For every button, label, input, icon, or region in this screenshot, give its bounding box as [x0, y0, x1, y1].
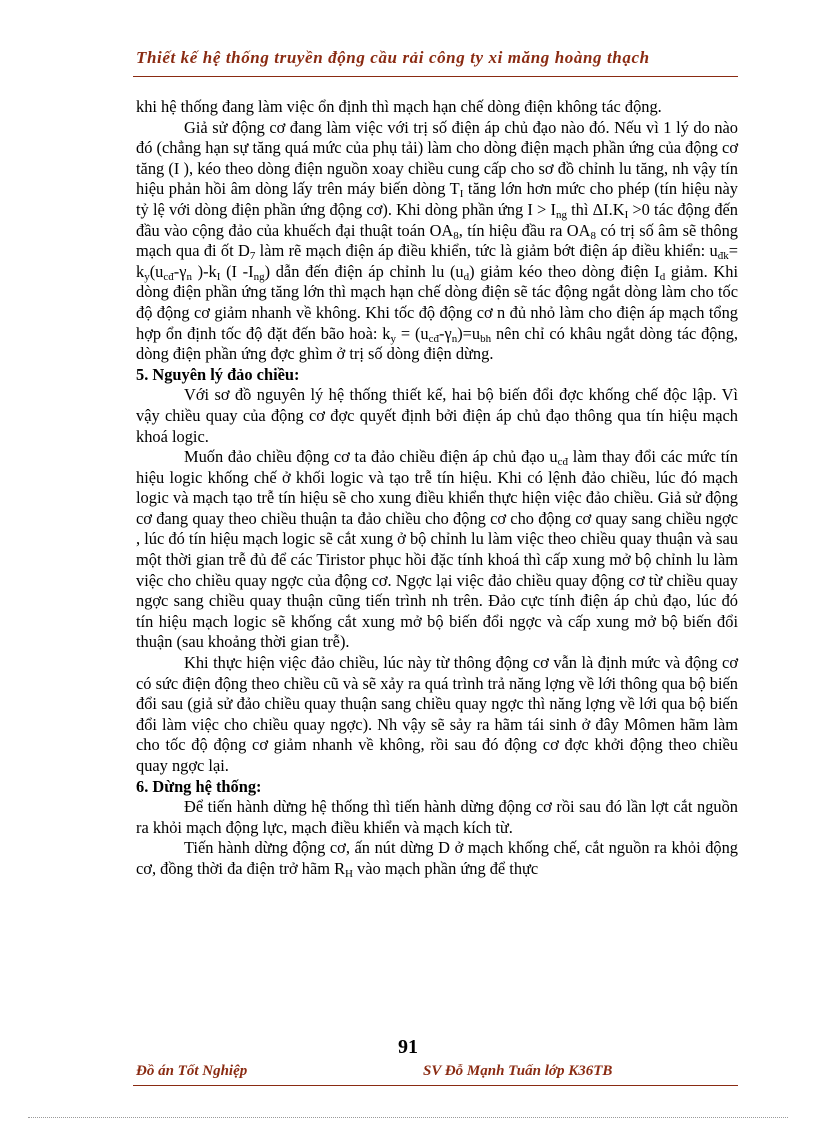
footer-right: SV Đỗ Mạnh Tuấn lớp K36TB: [423, 1063, 613, 1079]
page-body: [136, 97, 738, 880]
paragraph: Với sơ đồ nguyên lý hệ thống thiết kế, hai bộ biến đổi đợc khống chế độc lập. Vì vậy chiều quay của động cơ đợc quyết định bởi điện áp chủ đạo thông qua tín hiệu mạch khoá logic.: [136, 385, 738, 446]
paragraph: Giả sử động cơ đang làm việc với trị số điện áp chủ đạo nào đó. Nếu vì 1 lý do nào đó (chẳng hạn sự tăng quá mức của phụ tải) làm cho dòng điện mạch phần ứng của động cơ tăng (I ), kéo theo dòng điện nguồn xoay chiều cung cấp cho sơ đồ chỉnh lu tăng, nh vậy tín hiệu phản hồi âm dòng lấy trên máy biến dòng $T_I$ tăng lớn hơn mức cho phép (tín hiệu này tỷ lệ với dòng điện phần ứng động cơ). Khi dòng phần ứng $I > I_{ng}$ thì $\Delta I.K_I >0$ tác động đến đầu vào cộng đảo của khuếch đại thuật toán $OA_8$, tín hiệu đầu ra $OA_8$ có trị số âm sẽ thông mạch qua đi ốt $D_7$ làm rẽ mạch điện áp điều khiển, tức là giảm bớt điện áp điều khiển: $u_{đk}= k_y(u_{cđ}-\gamma_n$ )$-k_I$ (I $-I_{ng}$) dẫn đến điện áp chỉnh lu $(u_d)$ giảm kéo theo dòng điện $I_d$ giảm. Khi dòng điện phần ứng tăng lớn thì mạch hạn chế dòng điện sẽ tác động ngắt dòng làm cho tốc độ động cơ giảm nhanh về không. Khi tốc độ động cơ n đủ nhỏ làm cho điện áp mạch tổng hợp ổn định tốc độ đặt đến bão hoà: $k_y = (u_{cđ}-\gamma_n)=u_{bh}$ nên chỉ có khâu ngắt dòng tác động, dòng điện phần ứng đợc ghìm ở trị số dòng điện dừng.: [136, 117, 739, 364]
footer-left: Đồ án Tốt Nghiệp: [136, 1063, 248, 1079]
paragraph: Để tiến hành dừng hệ thống thì tiến hành dừng động cơ rồi sau đó lần lợt cắt nguồn ra khỏi mạch động lực, mạch điều khiển và mạch kích từ.: [136, 797, 738, 837]
page-bottom-border: [28, 1117, 788, 1118]
paragraph: khi hệ thống đang làm việc ổn định thì mạch hạn chế dòng điện không tác động.: [136, 97, 662, 116]
footer-rule: [133, 1085, 738, 1086]
paragraph: Khi thực hiện việc đảo chiều, lúc này từ thông động cơ vẫn là định mức và động cơ có sức điện động theo chiều cũ và sẽ xảy ra quá trình trả năng lợng về lới thông qua bộ biến đổi sau (giả sử đảo chiều quay thuận sang chiều quay ngợc thì năng lợng về lới qua bộ biến đổi làm việc cho chiều quay ngợc). Nh vậy sẽ sảy ra hãm tái sinh ở đây Mômen hãm làm cho tốc độ động cơ giảm nhanh về không, rồi sau đó động cơ đợc khởi động theo chiều quay ngợc lại.: [136, 653, 739, 775]
paragraph: Tiến hành dừng động cơ, ấn nút dừng D ở mạch khống chế, cắt nguồn ra khỏi động cơ, đồng thời đa điện trở hãm $R_H$ vào mạch phần ứng để thực: [136, 838, 738, 880]
section-heading-6: 6. Dừng hệ thống:: [136, 776, 262, 796]
page-number: 91: [398, 1036, 418, 1058]
section-heading-5: 5. Nguyên lý đảo chiều:: [136, 364, 300, 384]
header-rule: [133, 76, 738, 77]
paragraph: Muốn đảo chiều động cơ ta đảo chiều điện áp chủ đạo $u_{cđ}$ làm thay đổi các mức tín hiệu logic khống chế ở khối logic và tạo trễ tín hiệu. Khi có lệnh đảo chiều, lúc đó mạch logic và mạch tạo trễ tín hiệu sẽ cho xung điều khiển thực hiện việc đảo chiều. Giả sử động cơ đang quay theo chiều thuận ta đảo chiều cho động cơ cho động cơ quay sang chiều ngợc , lúc đó tín hiệu mạch logic sẽ cắt xung ở bộ chỉnh lu làm việc theo chiều quay thuận và sau một thời gian trễ đủ để các Tiristor phục hồi đặc tính khoá thì cấp xung mở bộ chỉnh lu làm việc cho chiều quay ngợc của động cơ. Ngợc lại việc đảo chiều quay động cơ từ chiều quay ngợc sang chiều quay thuận cũng tiến trình nh trên. Đảo cực tính điện áp chủ đạo, lúc đó tín hiệu mạch logic sẽ khống cắt xung mở bộ biến đổi ngợc và cấp xung mở bộ biến đổi thuận (sau khoảng thời gian trễ).: [136, 447, 738, 652]
running-header: Thiết kế hệ thống truyền động cầu rải công ty xi măng hoàng thạch: [136, 48, 650, 67]
